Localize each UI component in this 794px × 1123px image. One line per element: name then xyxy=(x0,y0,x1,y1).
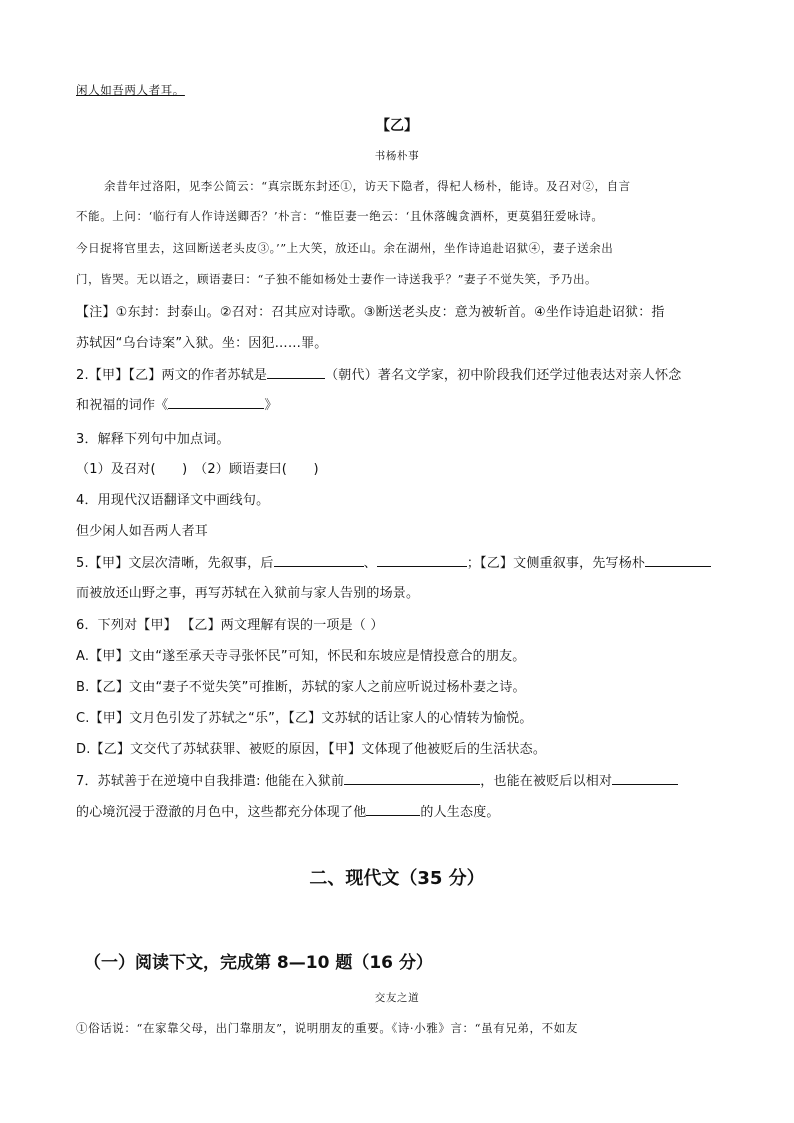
answer-blank[interactable] xyxy=(168,396,264,409)
question-4-sentence: 但少闲人如吾两人者耳 xyxy=(76,524,209,539)
question-2 xyxy=(76,364,682,383)
subsection-heading: （一）阅读下文，完成第 8—10 题（16 分） xyxy=(84,953,433,973)
question-6: 6．下列对【甲】 【乙】两文理解有误的一项是（ ） xyxy=(76,618,384,633)
answer-blank[interactable] xyxy=(267,366,325,379)
answer-blank[interactable] xyxy=(645,554,711,567)
question-7 xyxy=(76,770,678,789)
question-text: 、 xyxy=(363,556,377,571)
question-text: ，也能在被贬后以相对 xyxy=(480,774,613,789)
question-text: 7．苏轼善于在逆境中自我排遣: 他能在入狱前 xyxy=(76,774,345,789)
note-line: 【注】①东封：封泰山。②召对：召其应对诗歌。③断送老头皮：意为被斩首。④坐作诗追赴诏狱：指 xyxy=(76,305,665,320)
question-2-cont xyxy=(76,394,278,413)
article-line: ①俗话说：“在家靠父母，出门靠朋友”，说明朋友的重要。《诗·小雅》言：“虽有兄弟，不如友 xyxy=(76,1021,578,1035)
question-3-items: （1）及召对( ) （2）顾语妻曰( ) xyxy=(76,462,319,477)
question-5 xyxy=(76,552,711,571)
question-text: （朝代）著名文学家，初中阶段我们还学过他表达对亲人怀念 xyxy=(325,368,682,383)
option-a[interactable]: A.【甲】文由“遂至承天寺寻张怀民”可知，怀民和东坡应是情投意合的朋友。 xyxy=(76,649,526,664)
section-heading: 二、现代文（35 分） xyxy=(309,868,485,889)
passage-title: 书杨朴事 xyxy=(374,150,420,162)
answer-blank[interactable] xyxy=(612,772,678,785)
answer-blank[interactable] xyxy=(274,554,364,567)
question-text: ；【乙】文侧重叙事，先写杨朴 xyxy=(466,556,646,571)
answer-blank[interactable] xyxy=(366,803,420,816)
passage-line: 今日捉将官里去，这回断送老头皮③。’”上大笑，放还山。余在湖州，坐作诗追赴诏狱④，妻子送余出 xyxy=(76,241,614,255)
question-3: 3．解释下列句中加点词。 xyxy=(76,432,230,447)
question-text: 2.【甲】【乙】两文的作者苏轼是 xyxy=(76,368,268,383)
answer-blank[interactable] xyxy=(377,554,467,567)
question-text: 的心境沉浸于澄澈的月色中，这些都充分体现了他 xyxy=(76,805,367,820)
passage-line: 门，皆哭。无以语之，顾语妻曰：“子独不能如杨处士妻作一诗送我乎？”妻子不觉失笑，予乃出。 xyxy=(76,272,598,286)
text-line: 闲人如吾两人者耳。 xyxy=(76,83,185,97)
article-title: 交友之道 xyxy=(374,992,420,1004)
question-7-cont xyxy=(76,801,500,820)
question-5-cont: 而被放还山野之事，再写苏轼在入狱前与家人告别的场景。 xyxy=(76,586,420,601)
question-text: 和祝福的词作《 xyxy=(76,398,169,413)
question-text: 5.【甲】文层次清晰，先叙事，后 xyxy=(76,556,274,571)
question-text: 的人生态度。 xyxy=(420,805,500,820)
option-b[interactable]: B.【乙】文由“妻子不觉失笑”可推断，苏轼的家人之前应听说过杨朴妻之诗。 xyxy=(76,680,526,695)
passage-line: 不能。上问：‘临行有人作诗送卿否？’朴言：“惟臣妻一绝云：‘且休落魄贪酒杯，更莫猖狂爱咏诗。 xyxy=(76,209,604,223)
passage-line: 余昔年过洛阳，见李公简云：“真宗既东封还①，访天下隐者，得杞人杨朴，能诗。及召对②，自言 xyxy=(104,179,631,193)
option-c[interactable]: C.【甲】文月色引发了苏轼之“乐”，【乙】文苏轼的话让家人的心情转为愉悦。 xyxy=(76,711,533,726)
answer-blank[interactable] xyxy=(344,772,480,785)
question-4: 4．用现代汉语翻译文中画线句。 xyxy=(76,493,270,508)
section-label: 【乙】 xyxy=(376,118,418,134)
note-line: 苏轼因“乌台诗案”入狱。坐：因犯……罪。 xyxy=(76,336,328,351)
question-text: 》 xyxy=(264,398,278,413)
option-d[interactable]: D.【乙】文交代了苏轼获罪、被贬的原因，【甲】文体现了他被贬后的生活状态。 xyxy=(76,742,547,757)
